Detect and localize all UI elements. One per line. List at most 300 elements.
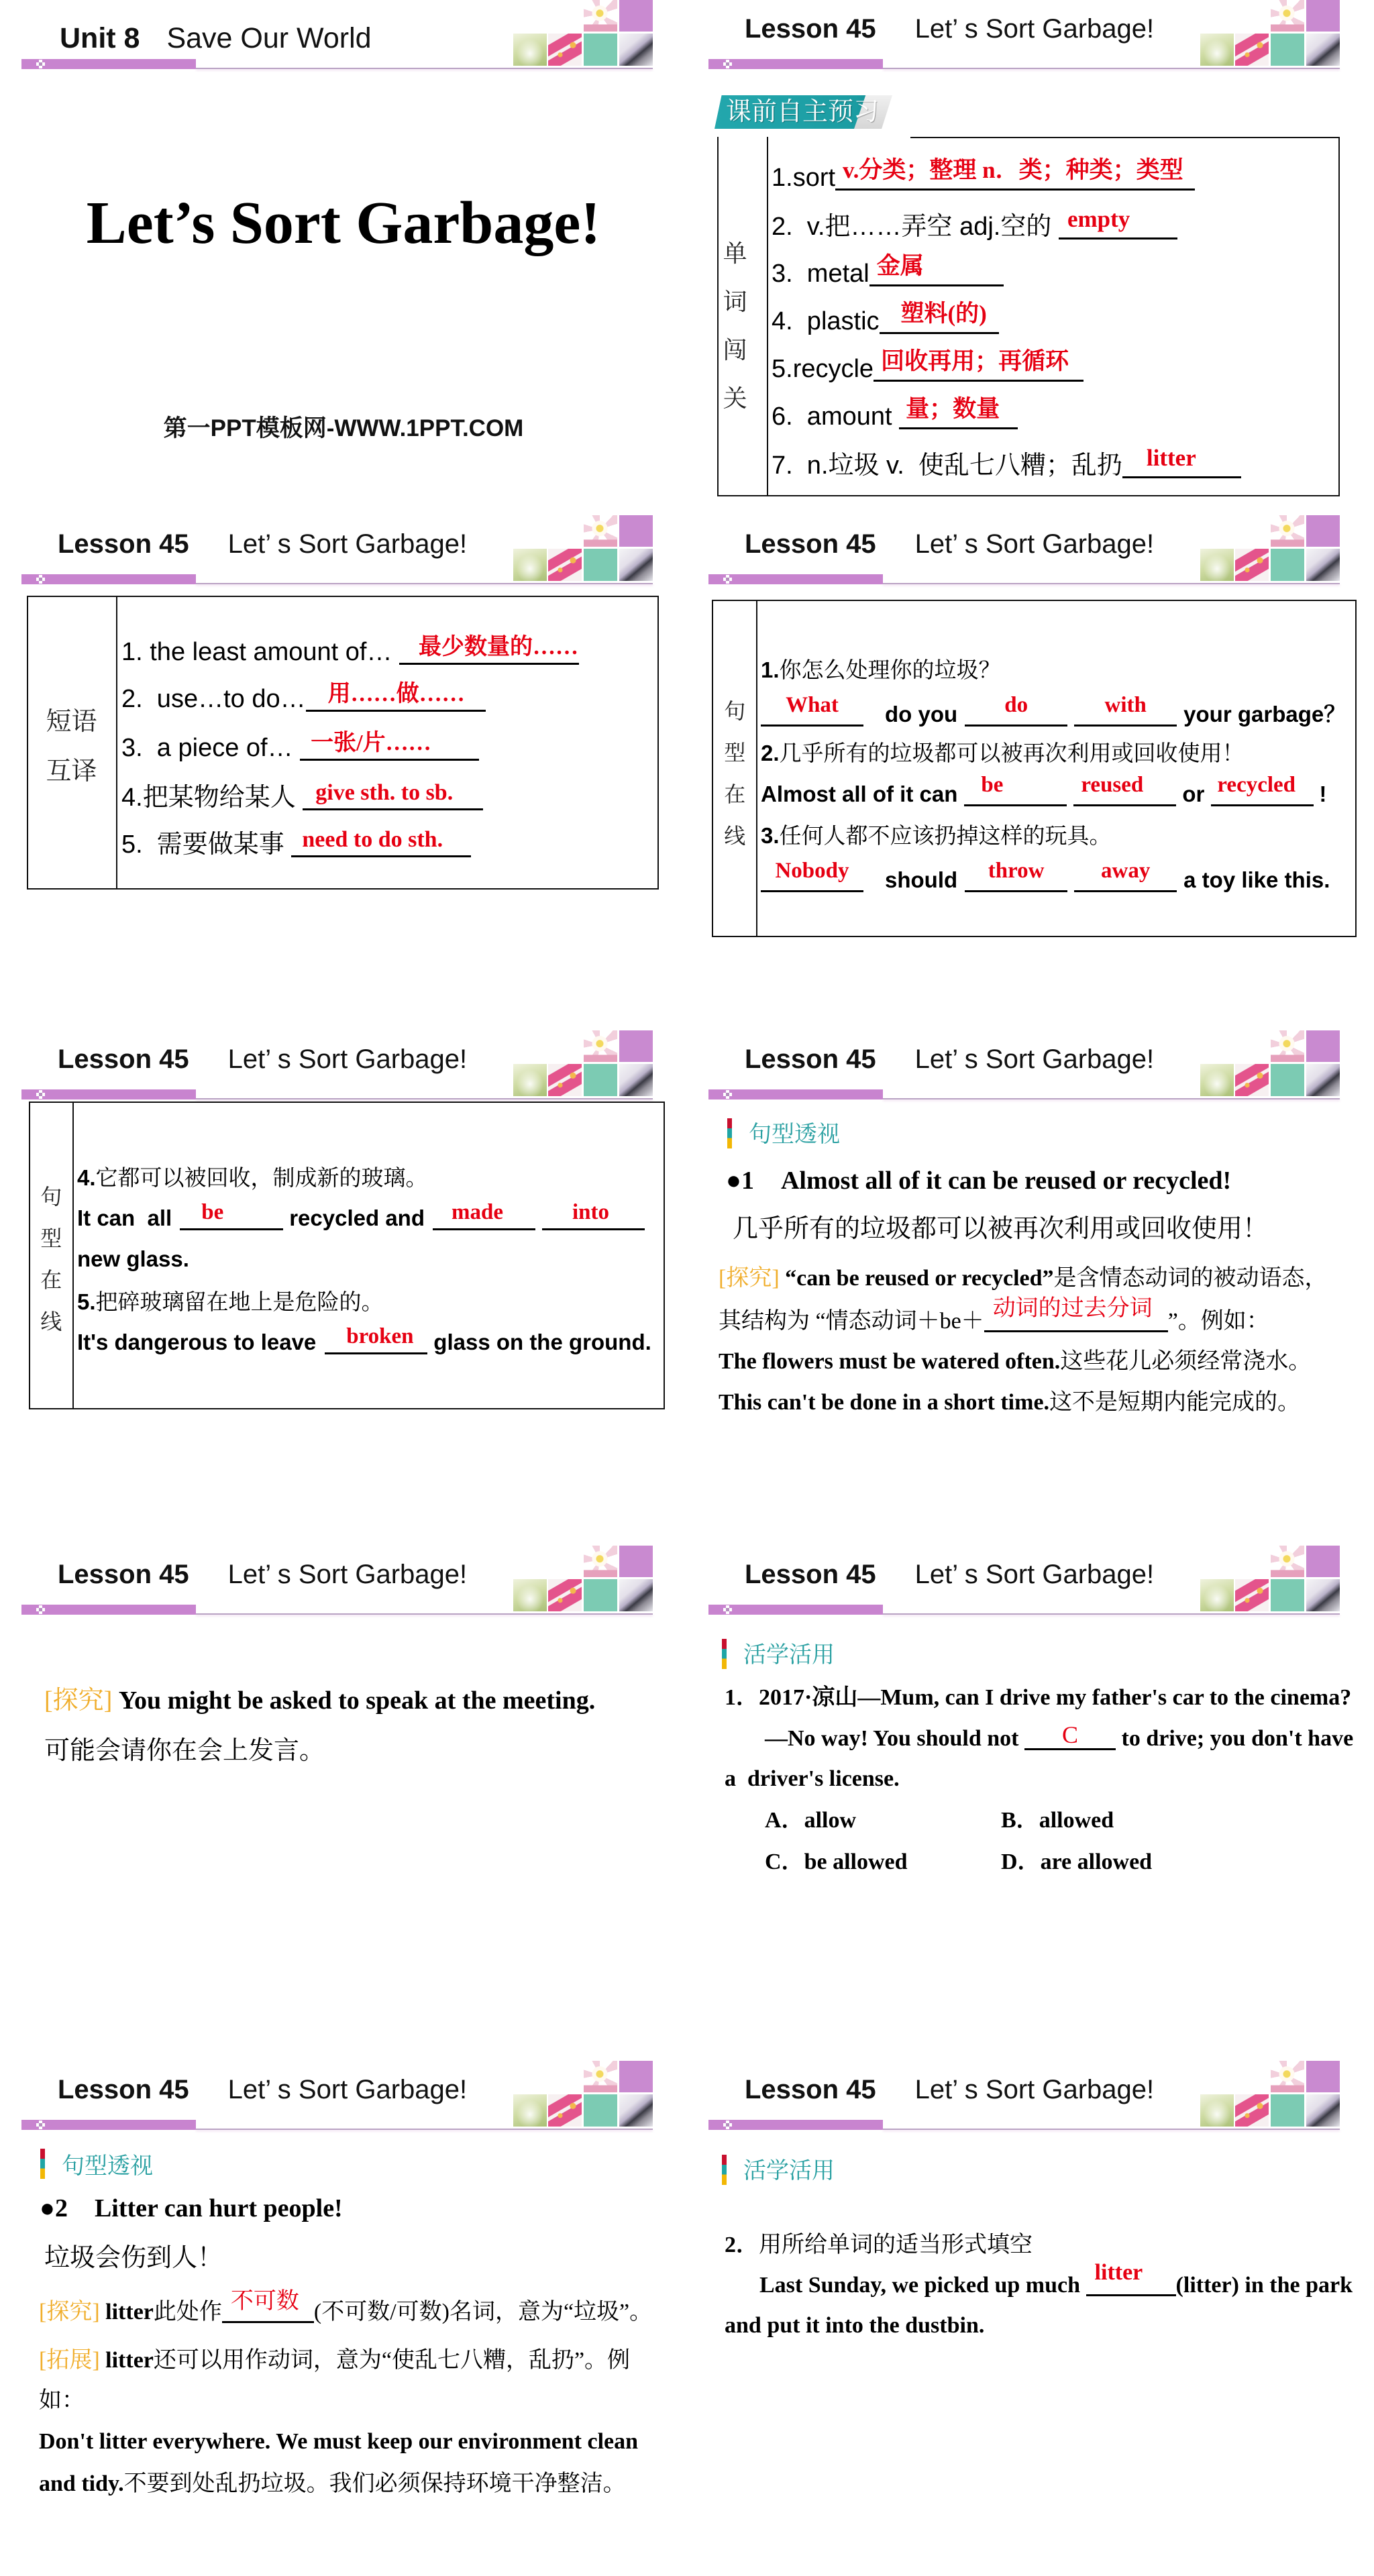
answer-blank [222,2289,314,2323]
explore-text: (不可数/可数)名词，意为“垃圾”。 [313,2300,653,2324]
decor-teal-square [1271,1579,1304,1611]
answer-blank [984,1296,1168,1332]
sentence-fragment: glass on the ground. [433,1330,651,1354]
sentence-fragment: recycled and [289,1205,425,1230]
section-title: 活学活用 [743,1643,835,1668]
header-accent-bar [708,574,883,584]
slide-10-practice [687,2061,1374,2576]
chinese-sentence: 任何人都不应该扔掉这样的玩具。 [779,823,1112,848]
header-divider [196,1098,653,1099]
answer-blank [965,859,1067,892]
decor-makeup-image [1306,1579,1340,1611]
header-accent-bar [708,2120,883,2130]
decor-flower-image [1271,1030,1304,1062]
decor-glass-image [513,1579,547,1611]
example-english: Don't litter everywhere. We must keep our environment clean [39,2429,639,2454]
header-divider [883,2129,1340,2130]
item-number: 5. [77,1289,96,1314]
header-divider [883,68,1340,69]
decor-purple-square [619,515,653,547]
answer-text: 用……做…… [327,682,465,706]
extend-note [39,2349,630,2372]
slide-header-title [745,1561,1154,1588]
answer-blank [965,693,1067,727]
table-top-border [910,137,1340,138]
answer-text: 最少数量的…… [419,635,579,659]
lesson-number: Lesson 45 [745,2075,876,2104]
explore-tag: [探究] [719,1266,780,1291]
example-chinese: 这不是短期内能完成的。 [1049,1390,1301,1415]
extend-text: 还可以用作动词，意为“使乱七八糟，乱扔”。例 [153,2348,631,2373]
flower-dot-icon [726,62,729,66]
header-divider [196,583,653,584]
lesson-title: Let’ s Sort Garbage! [227,2075,468,2104]
table-side-label: 句型在线 [40,1185,62,1334]
decor-pink-rolls-image [1235,2094,1269,2127]
option-key: B． [1001,1808,1039,1833]
answer-blank [306,682,486,712]
decor-makeup-image [1306,549,1340,581]
decor-purple-square [619,1546,653,1577]
instruction-text: 用所给单词的适当形式填空 [759,2233,1033,2257]
question-number: 2． [725,2233,759,2257]
slide-header-title [58,531,467,557]
answer-blank [869,253,1004,286]
answer-blank [1074,859,1177,892]
decor-pink-rolls-image [548,34,582,66]
item-number: 4. [77,1165,96,1190]
answer-blank [180,1200,283,1230]
keyword: litter [99,2300,154,2324]
question-text: 1．2017·凉山—Mum, can I drive my father's car to the cinema? [725,1685,1352,1710]
question-text: a driver's license. [725,1766,900,1791]
structure-note [719,1296,1269,1334]
answer-text: give sth. to sb. [315,780,454,805]
chinese-translation: 垃圾会伤到人！ [44,2244,223,2272]
explore-note [44,1688,595,1713]
chinese-sentence: 你怎么处理你的垃圾？ [779,657,1001,682]
vocab-prompt: 6. amount [772,402,900,431]
chinese-sentence: 它都可以被回收，制成新的玻璃。 [95,1165,428,1190]
answer-blank [1086,2260,1176,2296]
slide-3-phrases [0,515,687,1030]
answer-text: 金属 [876,253,924,279]
answer-text: do [1004,693,1028,717]
question-line [765,1721,1354,1751]
point-number: ●1 [726,1167,754,1195]
option-b [1001,1809,1114,1832]
lesson-title: Let’ s Sort Garbage! [914,1560,1155,1589]
lesson-title: Let’ s Sort Garbage! [914,529,1155,559]
sentence-fragment: Almost all of it can [761,782,958,806]
option-c [765,1851,908,1874]
decor-flower-image [1271,1546,1304,1577]
chinese-sentence: 把碎玻璃留在地上是危险的。 [95,1289,384,1314]
flower-dot-icon [726,2123,729,2127]
answer-blank [399,635,579,665]
phrase-prompt: 2. use…to do… [121,685,306,713]
answer-text: throw [988,859,1045,883]
vocab-prompt: 5.recycle [772,355,874,383]
lesson-number: Lesson 45 [58,2075,189,2104]
decor-pink-rolls-image [1235,549,1269,581]
section-marker-icon [722,2155,727,2185]
sentence-4-chinese [77,1167,428,1189]
slide-header-title [745,1046,1154,1073]
lesson-number: Lesson 45 [745,1044,876,1074]
explore-note [39,2289,653,2324]
sentence-fragment: your garbage？ [1183,702,1346,727]
example-sentence [719,1391,1300,1414]
header-accent-bar [21,574,196,584]
extend-note-cont [39,2390,85,2412]
section-marker-icon [40,2149,45,2179]
header-divider [883,1613,1340,1615]
item-number: 3. [761,823,780,848]
structure-prefix: 其结构为 “情态动词＋be＋ [719,1309,984,1334]
flower-dot-icon [39,2123,42,2127]
sentence-4-english [77,1200,645,1230]
sentence-fragment: new glass. [77,1246,189,1271]
answer-text: recycled [1217,773,1296,797]
slide-header-title [58,1561,467,1588]
lesson-title: Let’ s Sort Garbage! [914,14,1155,44]
decor-flower-image [1271,2061,1304,2092]
answer-text: 一张/片…… [311,731,431,755]
lesson-number: Lesson 45 [58,529,189,559]
slide-5-sentences [0,1030,687,1546]
decor-pink-rolls-image [1235,1064,1269,1096]
explore-chinese: 是含情态动词的被动语态， [1053,1266,1328,1291]
example-english: and tidy. [39,2471,124,2496]
answer-text: litter [1146,445,1196,471]
sentence-fragment: It's dangerous to leave [77,1330,317,1354]
answer-blank [1211,773,1314,806]
extend-text: 如： [39,2388,85,2413]
decor-makeup-image [619,2094,653,2127]
vocab-item [772,253,1004,288]
decor-glass-image [1200,2094,1234,2127]
item-number: 2. [761,741,780,765]
table-column-divider [767,137,768,495]
lesson-title: Let’ s Sort Garbage! [914,2075,1155,2104]
question-text: and put it into the dustbin. [725,2313,985,2338]
phrase-prompt: 4.把某物给某人 [121,784,303,812]
sentence-1-chinese [761,659,1001,681]
option-text: allowed [1039,1808,1114,1833]
option-text: allow [804,1808,857,1833]
question-line [725,1686,1351,1709]
explore-translation [44,1738,325,1764]
flower-dot-icon [726,1093,729,1096]
decor-makeup-image [619,34,653,66]
example-chinese: 这些花儿必须经常浇水。 [1060,1349,1312,1374]
decor-purple-square [1306,0,1340,32]
sentence-3-english [761,859,1330,892]
phrase-item [121,731,479,762]
answer-text: litter [1094,2260,1143,2285]
decor-glass-image [1200,34,1234,66]
key-sentence [726,1168,1231,1193]
decor-glass-image [513,1064,547,1096]
explore-tag: [探究] [44,1686,113,1715]
sentence-5-english [77,1324,651,1354]
answer-text: need to do sth. [302,827,443,852]
decor-teal-square [584,2094,617,2127]
header-accent-bar [708,59,883,69]
phrase-item [121,780,483,812]
header-accent-bar [708,1089,883,1099]
decor-glass-image [1200,549,1234,581]
header-accent-bar [708,1605,883,1615]
item-number: 1. [761,657,780,682]
slide-2-vocabulary [687,0,1374,515]
answer-blank [1122,445,1241,478]
lesson-title: Let’ s Sort Garbage! [227,1560,468,1589]
answer-blank [291,827,471,857]
decor-purple-square [1306,2061,1340,2092]
example-english: The flowers must be watered often. [719,1349,1061,1374]
header-divider [196,1613,653,1615]
option-d [1001,1851,1152,1874]
key-sentence-english: Almost all of it can be reused or recycled! [780,1167,1232,1195]
decor-flower-image [584,0,617,32]
explore-text: 此处作 [153,2300,222,2324]
decor-glass-image [513,2094,547,2127]
header-divider [196,2129,653,2130]
vocab-prompt: 3. metal [772,260,869,288]
answer-text: C [1061,1721,1078,1748]
section-marker-icon [722,1639,727,1669]
lesson-number: Lesson 45 [58,1044,189,1074]
answer-text: What [786,693,839,717]
answer-text: be [201,1200,224,1224]
table-side-label: 句型在线 [724,699,746,848]
example-sentence [719,1350,1311,1373]
example-sentence [39,2430,638,2453]
option-key: C． [765,1849,804,1874]
answer-text: v.分类；整理 n．类；种类；类型 [843,157,1183,183]
decor-pink-rolls-image [548,2094,582,2127]
table-column-divider [116,597,117,888]
example-chinese: 不要到处乱扔垃圾。我们必须保持环境干净整洁。 [123,2471,626,2496]
slide-7-explore [0,1546,687,2061]
vocab-prompt: 4. plastic [772,307,880,335]
key-sentence-translation [44,2245,223,2271]
question-text: —No way! You should not [765,1726,1024,1751]
extend-tag: [拓展] [39,2348,100,2373]
answer-blank [874,348,1084,382]
answer-blank [761,693,863,727]
answer-text: away [1100,859,1151,883]
table-side-label: 单词闯关 [723,239,747,412]
decor-purple-square [1306,515,1340,547]
label-line: 互译 [46,757,97,786]
decor-purple-square [619,1030,653,1062]
decor-makeup-image [1306,2094,1340,2127]
answer-text: be [981,773,1004,797]
answer-text: 动词的过去分词 [992,1296,1153,1321]
vocab-prompt: 2. v.把……弄空 adj.空的 [772,213,1059,241]
answer-text: made [452,1200,503,1224]
question-instruction [725,2234,1033,2257]
question-text: Last Sunday, we picked up much [759,2273,1086,2298]
phrase-item [121,635,579,666]
slide-header-title [60,24,372,53]
slide-header-title [745,2076,1154,2103]
chinese-translation: 可能会请你在会上发言。 [44,1737,325,1765]
decor-flower-image [584,1546,617,1577]
answer-blank [1059,206,1177,239]
table-side-label [27,697,116,796]
decor-teal-square [1271,1064,1304,1096]
header-divider [883,1098,1340,1099]
unit-number: Unit 8 [60,22,140,54]
answer-blank [964,773,1067,806]
decor-glass-image [1200,1064,1234,1096]
answer-blank [899,396,1018,429]
table-column-divider [72,1103,74,1408]
decor-teal-square [584,1064,617,1096]
answer-blank [433,1200,535,1230]
header-accent-bar [21,2120,196,2130]
watermark-text: 第一PPT模板网-WWW.1PPT.COM [163,415,524,441]
slide-header-title [58,2076,467,2103]
example-english: This can't be done in a short time. [719,1390,1050,1415]
sentence-fragment: do you [885,702,958,727]
vocab-item [772,348,1084,383]
answer-blank [835,157,1195,191]
decor-flower-image [1271,515,1304,547]
answer-text: with [1104,693,1147,717]
question-line [759,2260,1353,2298]
vocab-item [772,157,1195,192]
answer-blank [1073,773,1176,806]
header-accent-bar [21,59,196,69]
vocab-prompt: 7. n.垃圾 v. 使乱七八糟；乱扔 [772,451,1122,480]
chinese-sentence: 几乎所有的垃圾都可以被再次利用或回收使用！ [779,741,1245,765]
explore-english: You might be asked to speak at the meeting. [112,1686,596,1715]
key-sentence [40,2196,343,2221]
decor-teal-square [1271,34,1304,66]
flower-dot-icon [39,578,42,581]
question-line [725,2314,984,2337]
header-divider [883,583,1340,584]
sentence-fragment: ! [1319,782,1327,806]
vocab-item [772,206,1177,241]
sentence-fragment: should [885,867,958,892]
lesson-number: Lesson 45 [745,14,876,44]
slide-8-practice [687,1546,1374,2061]
header-accent-bar [21,1089,196,1099]
decor-glass-image [513,34,547,66]
answer-text: reused [1081,773,1144,797]
decor-purple-square [1306,1546,1340,1577]
sentence-fragment: a toy like this. [1183,867,1330,892]
section-title: 句型透视 [62,2154,153,2179]
vocab-prompt: 1.sort [772,164,836,192]
answer-blank [300,731,479,761]
phrase-prompt: 5. 需要做某事 [121,830,292,859]
decor-glass-image [1200,1579,1234,1611]
answer-text: empty [1067,206,1130,232]
question-line [725,1768,900,1790]
decor-flower-image [584,2061,617,2092]
answer-blank [542,1200,645,1230]
decor-makeup-image [619,549,653,581]
slide-1-title [0,0,687,515]
flower-dot-icon [39,1093,42,1096]
slide-header-title [58,1046,467,1073]
answer-text: Nobody [775,859,849,883]
decor-pink-rolls-image [1235,1579,1269,1611]
section-badge [715,95,892,129]
question-text: (litter) in the park [1175,2273,1353,2298]
slide-header-title [745,531,1154,557]
phrase-item [121,827,471,859]
unit-title: Save Our World [166,22,372,54]
decor-teal-square [584,549,617,581]
lesson-title: Let’ s Sort Garbage! [914,1044,1155,1074]
sentence-fragment: It can all [77,1205,172,1230]
label-line: 短语 [46,708,97,736]
sentence-3-chinese [761,824,1112,847]
phrase-prompt: 3. a piece of… [121,734,301,762]
header-accent-bar [21,1605,196,1615]
flower-dot-icon [39,62,42,66]
flower-dot-icon [726,1608,729,1611]
decor-glass-image [513,549,547,581]
flower-dot-icon [726,578,729,581]
decor-pink-rolls-image [548,1579,582,1611]
lesson-number: Lesson 45 [745,529,876,559]
decor-makeup-image [619,1579,653,1611]
lesson-number: Lesson 45 [745,1560,876,1589]
key-sentence-english: Litter can hurt people! [94,2194,343,2222]
keyword: litter [99,2348,154,2373]
decor-flower-image [584,515,617,547]
decor-teal-square [584,34,617,66]
option-key: D． [1001,1849,1041,1874]
question-text: to drive; you don't have [1116,1726,1354,1751]
lesson-title: Let’ s Sort Garbage! [227,529,468,559]
lesson-title: Let’ s Sort Garbage! [227,1044,468,1074]
answer-text: 塑料(的) [900,301,987,327]
chinese-translation: 几乎所有的垃圾都可以被再次利用或回收使用！ [733,1215,1269,1243]
decor-teal-square [1271,549,1304,581]
decor-pink-rolls-image [1235,34,1269,66]
sentence-1-english [761,693,1346,727]
answer-blank [303,780,483,810]
option-a [765,1809,856,1832]
structure-suffix: ”。例如： [1167,1309,1269,1334]
sentence-2-chinese [761,742,1245,764]
vocab-item [772,445,1241,480]
sentence-2-english [761,773,1327,806]
decor-makeup-image [1306,1064,1340,1096]
sentence-fragment: or [1182,782,1205,806]
answer-text: 量；数量 [906,396,1000,422]
decor-flower-image [584,1030,617,1062]
decor-purple-square [619,2061,653,2092]
sentence-4-english-cont [77,1248,189,1270]
option-text: be allowed [804,1849,908,1874]
example-sentence-cont [39,2473,626,2496]
sentence-5-chinese [77,1291,384,1313]
answer-blank [880,301,999,334]
answer-text: broken [346,1324,414,1348]
option-key: A． [765,1808,804,1833]
